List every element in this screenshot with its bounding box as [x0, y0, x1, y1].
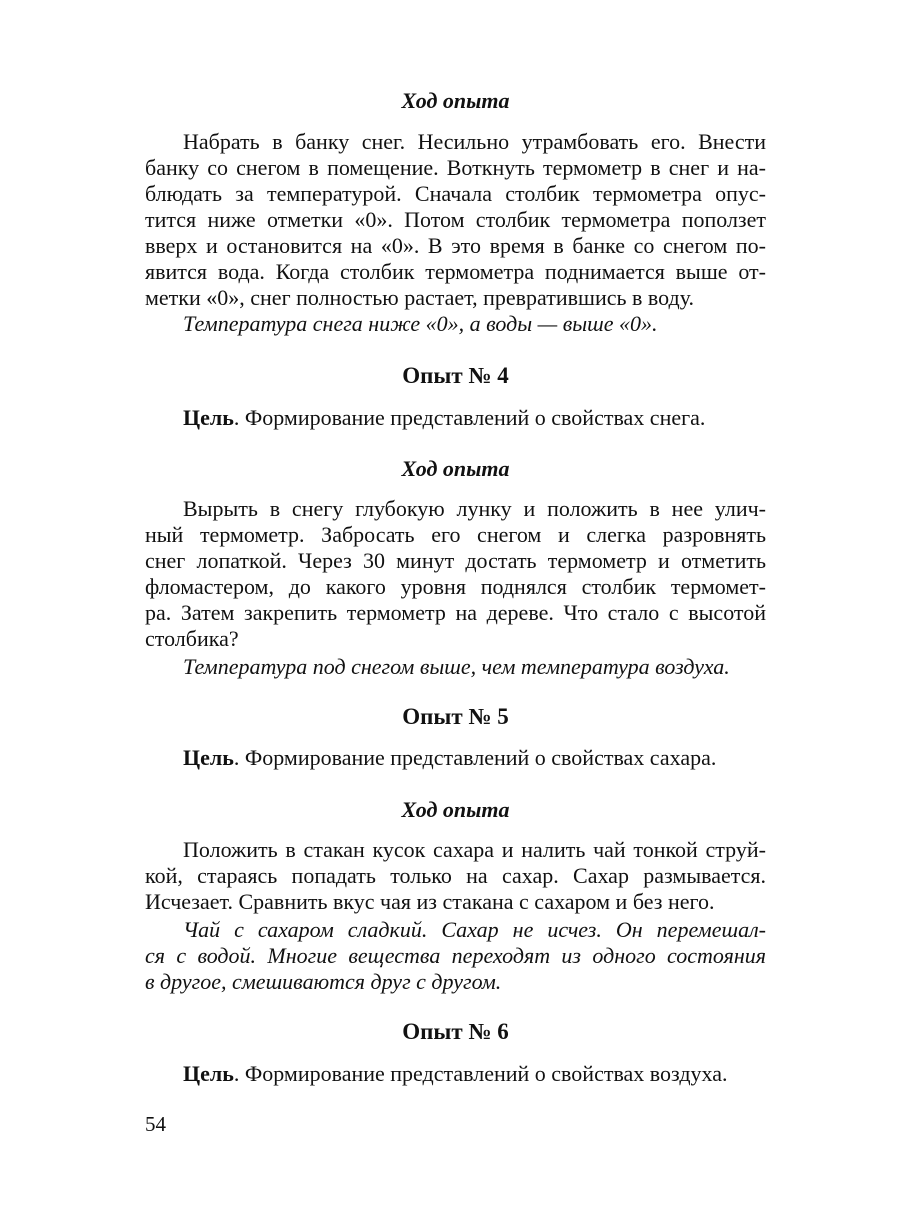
text-line: метки «0», снег полностью растает, превратившись в воду.: [145, 285, 695, 310]
goal-text: . Формирование представлений о свойствах сахара.: [233, 745, 717, 770]
text-line: столбика?: [145, 626, 239, 651]
goal: [183, 405, 705, 431]
conclusion: Температура под снегом выше, чем температура воздуха.: [183, 654, 730, 679]
conclusion-line: Чай с сахаром сладкий. Сахар не исчез. Он перемешал-: [183, 917, 766, 942]
goal: [183, 745, 716, 771]
conclusion-line: в другое, смешиваются друг с другом.: [145, 969, 502, 994]
goal-text: . Формирование представлений о свойствах снега.: [233, 405, 706, 430]
text-line: снег лопаткой. Через 30 минут достать термометр и отметить: [145, 548, 766, 573]
conclusion-line: ся с водой. Многие вещества переходят из одного состояния: [145, 943, 766, 968]
text-line: ный термометр. Забросать его снегом и слегка разровнять: [145, 522, 766, 547]
goal: [183, 1061, 728, 1087]
text-line: блюдать за температурой. Сначала столбик термометра опус-: [145, 181, 766, 206]
goal-label: Цель: [183, 745, 234, 770]
paragraph: [145, 129, 766, 337]
experiment-title: Опыт № 5: [402, 704, 509, 729]
experiment-title: Опыт № 6: [402, 1019, 509, 1044]
text-line: тится ниже отметки «0». Потом столбик термометра поползет: [145, 207, 766, 232]
text-line: Вырыть в снегу глубокую лунку и положить в нее улич-: [183, 496, 766, 521]
goal-text: . Формирование представлений о свойствах воздуха.: [233, 1061, 728, 1086]
text-line: вверх и остановится на «0». В это время в банке со снегом по-: [145, 233, 766, 258]
conclusion: Температура снега ниже «0», а воды — выше «0».: [183, 311, 658, 336]
page-number: 54: [145, 1112, 166, 1136]
text-line: ра. Затем закрепить термометр на дереве. Что стало с высотой: [145, 600, 766, 625]
text-line: Набрать в банку снег. Несильно утрамбовать его. Внести: [183, 129, 766, 154]
goal-label: Цель: [183, 405, 234, 430]
goal-label: Цель: [183, 1061, 234, 1086]
text-line: явится вода. Когда столбик термометра поднимается выше от-: [145, 259, 766, 284]
method-heading: Ход опыта: [401, 797, 510, 822]
method-heading: Ход опыта: [401, 456, 510, 481]
text-line: фломастером, до какого уровня поднялся столбик термомет-: [145, 574, 766, 599]
text-line: Положить в стакан кусок сахара и налить чай тонкой струй-: [183, 837, 766, 862]
text-line: кой, стараясь попадать только на сахар. Сахар размывается.: [145, 863, 766, 888]
text-line: банку со снегом в помещение. Воткнуть термометр в снег и на-: [145, 155, 766, 180]
method-heading: Ход опыта: [401, 88, 510, 113]
text-line: Исчезает. Сравнить вкус чая из стакана с сахаром и без него.: [145, 889, 715, 914]
experiment-title: Опыт № 4: [402, 363, 509, 388]
paragraph: [145, 837, 766, 995]
paragraph: [145, 496, 766, 680]
